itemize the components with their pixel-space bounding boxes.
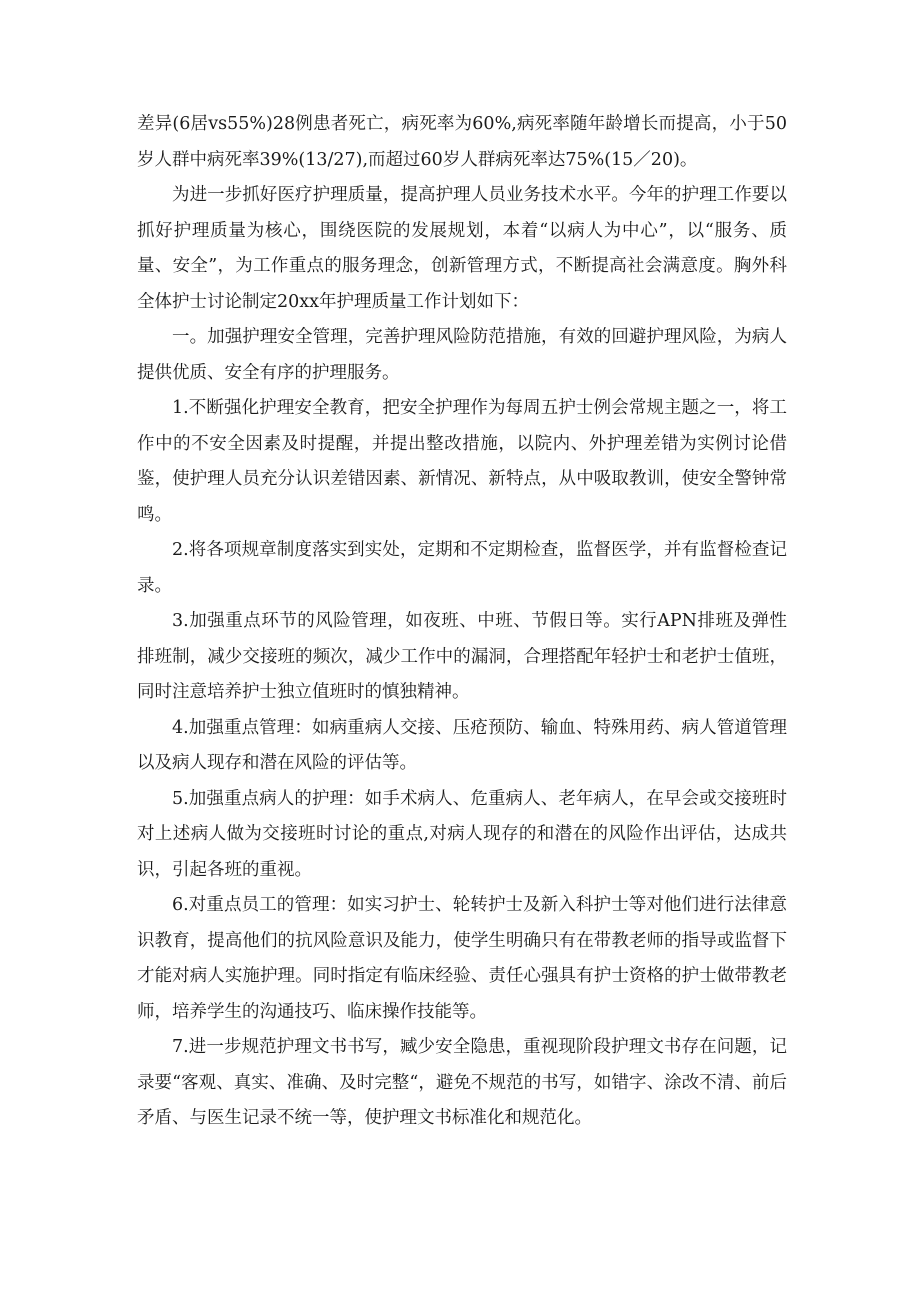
- document-body: [137, 107, 787, 1137]
- paragraph-item-6: 6.对重点员工的管理：如实习护士、轮转护士及新入科护士等对他们进行法律意识教育，提高他们的抗风险意识及能力，使学生明确只有在带教老师的指导或监督下才能对病人实施护理。同时指定有临床经验、责任心强具有护士资格的护士做带教老师，培养学生的沟通技巧、临床操作技能等。: [137, 895, 787, 1022]
- paragraph-continuation: 差异(6居vs55%)28例患者死亡，病死率为60%,病死率随年龄增长而提高，小于50岁人群中病死率39%(13/27),而超过60岁人群病死率达75%(15／20)。: [137, 114, 787, 170]
- paragraph-item-4: 4.加强重点管理：如病重病人交接、压疮预防、输血、特殊用药、病人管道管理以及病人现存和潜在风险的评估等。: [137, 717, 787, 773]
- paragraph-section-heading: 一。加强护理安全管理，完善护理风险防范措施，有效的回避护理风险，为病人提供优质、安全有序的护理服务。: [137, 327, 787, 383]
- paragraph-item-3: 3.加强重点环节的风险管理，如夜班、中班、节假日等。实行APN排班及弹性排班制，减少交接班的频次，减少工作中的漏洞，合理搭配年轻护士和老护士值班，同时注意培养护士独立值班时的慎独精神。: [137, 611, 787, 702]
- paragraph-item-5: 5.加强重点病人的护理：如手术病人、危重病人、老年病人，在早会或交接班时对上述病人做为交接班时讨论的重点,对病人现存的和潜在的风险作出评估，达成共识，引起各班的重视。: [137, 788, 787, 880]
- paragraph-item-2: 2.将各项规章制度落实到实处，定期和不定期检查，监督医学，并有监督检查记录。: [137, 540, 787, 596]
- paragraph-item-1: 1.不断强化护理安全教育，把安全护理作为每周五护士例会常规主题之一，将工作中的不安全因素及时提醒，并提出整改措施，以院内、外护理差错为实例讨论借鉴，使护理人员充分认识差错因素、新情况、新特点，从中吸取教训，使安全警钟常鸣。: [137, 398, 787, 525]
- paragraph-item-7: 7.进一步规范护理文书书写，臧少安全隐患，重视现阶段护理文书存在问题，记录要“客观、真实、准确、及时完整“，避免不规范的书写，如错字、涂改不清、前后矛盾、与医生记录不统一等，使护理文书标准化和规范化。: [137, 1037, 787, 1128]
- paragraph-introduction: 为进一步抓好医疗护理质量，提高护理人员业务技术水平。今年的护理工作要以抓好护理质量为核心，围绕医院的发展规划，本着“以病人为中心”，以“服务、质量、安全”，为工作重点的服务理念，创新管理方式，不断提高社会满意度。胸外科全体护士讨论制定20xx年护理质量工作计划如下：: [137, 185, 787, 312]
